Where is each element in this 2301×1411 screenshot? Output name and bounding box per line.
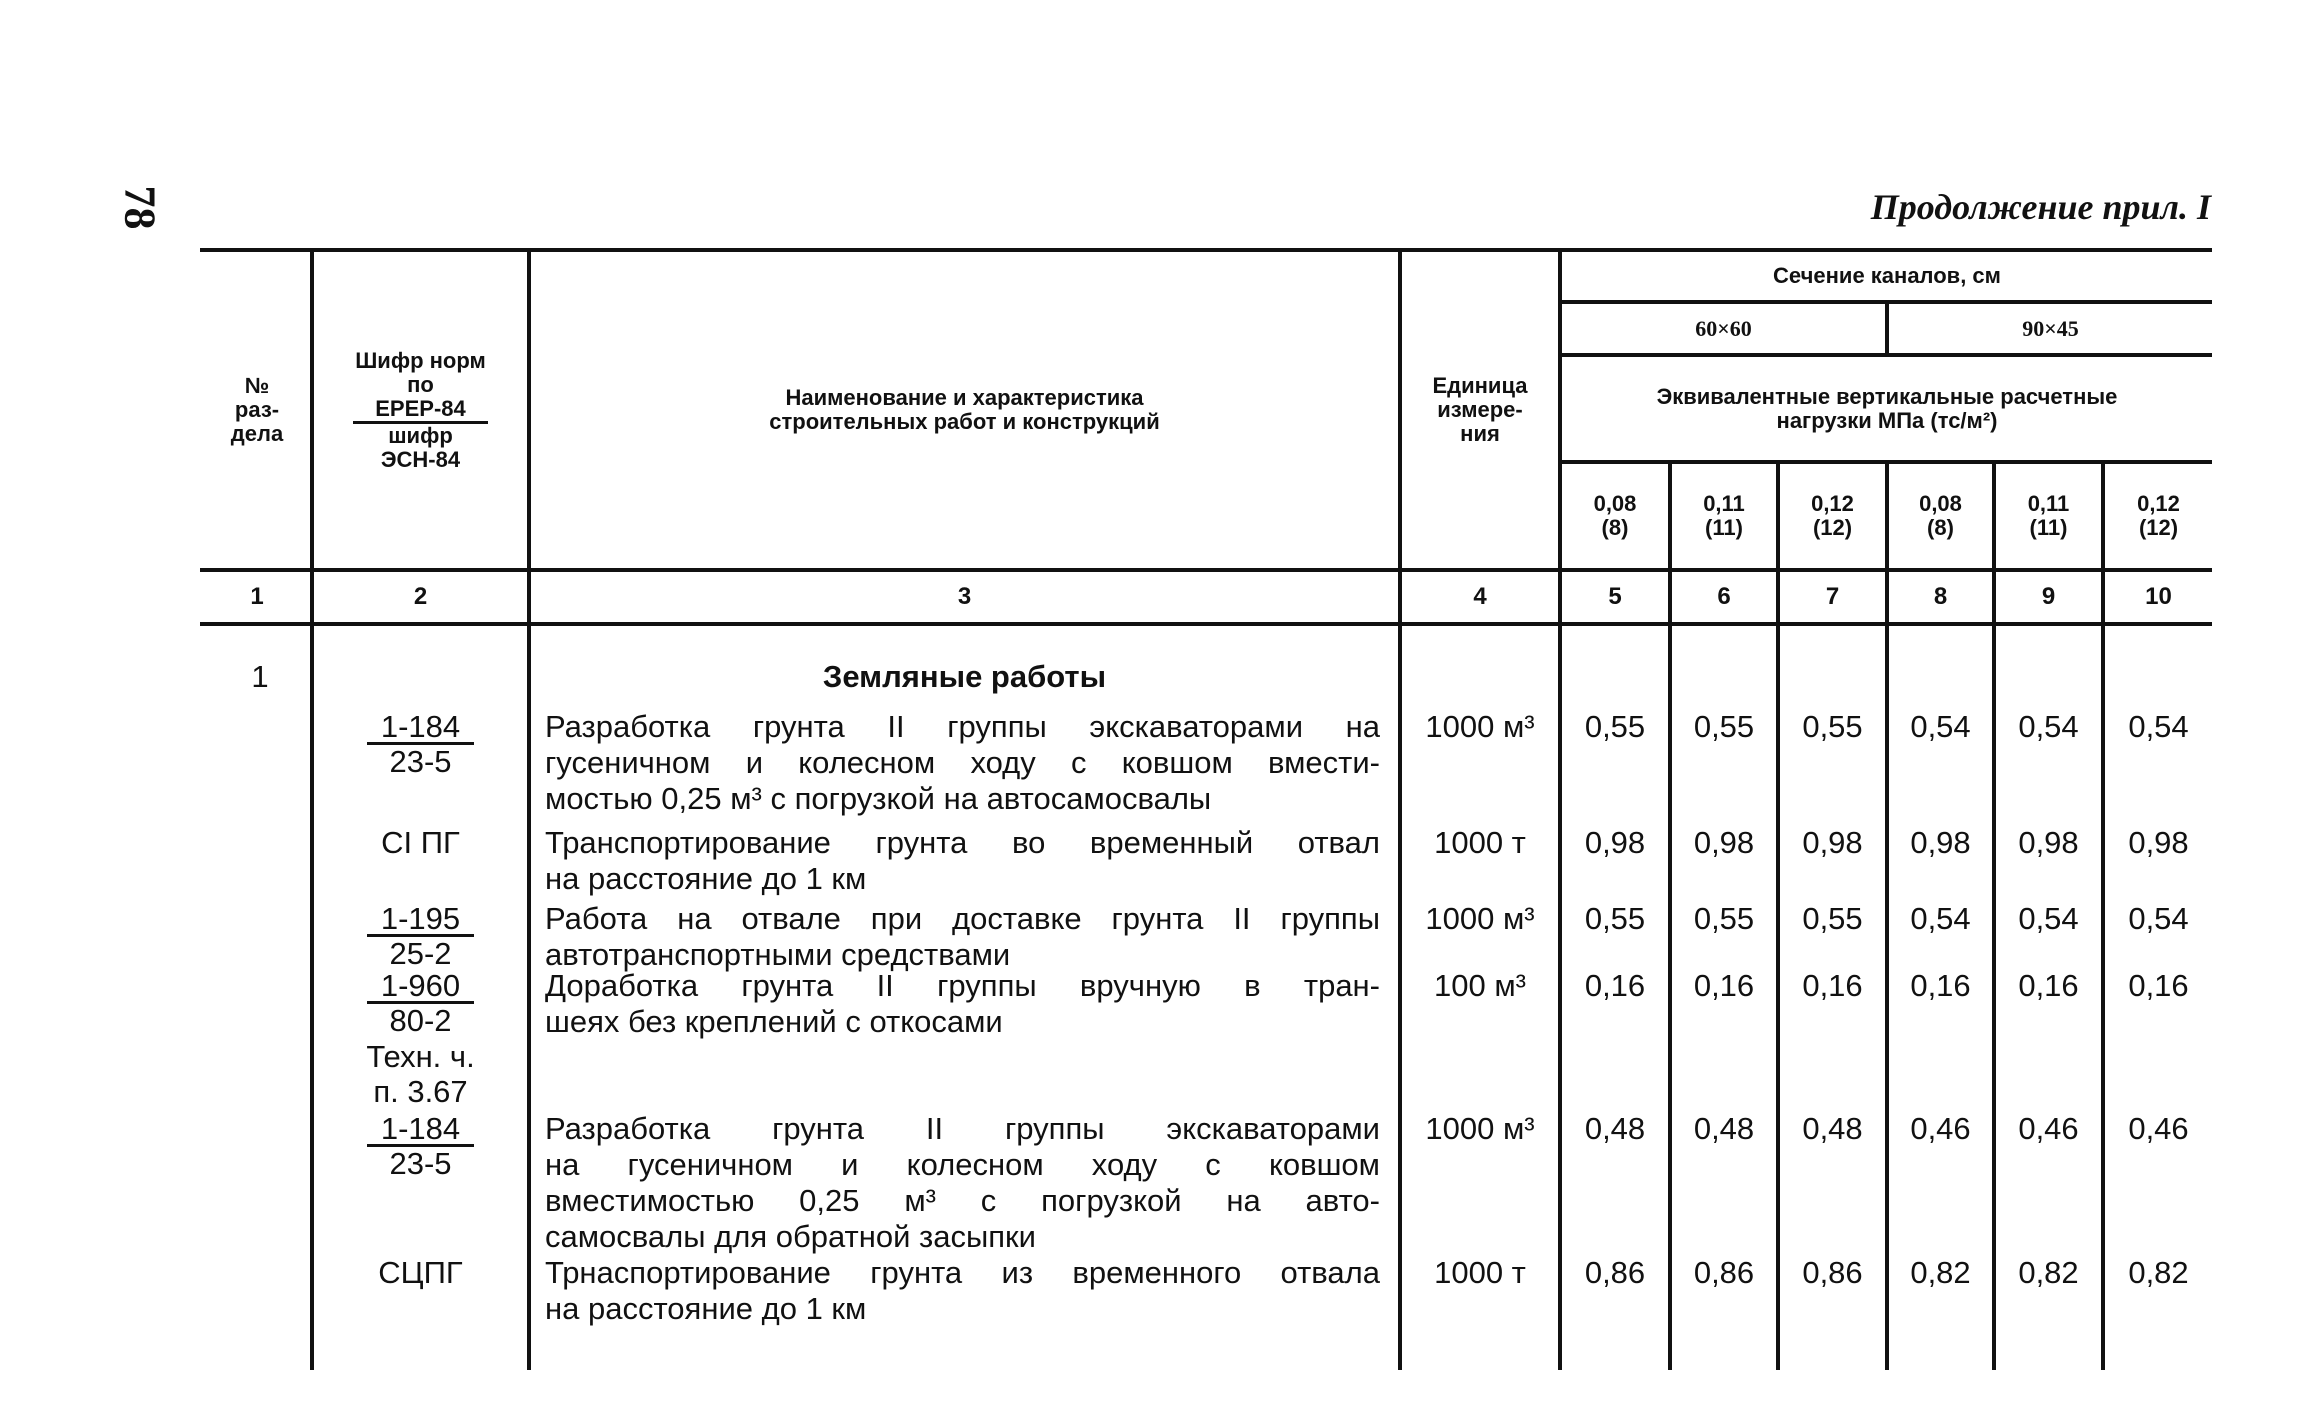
norm-code-ерер: 1-184 xyxy=(367,1114,474,1147)
description-line: Разработка грунта II группы экскаваторами на xyxy=(545,709,1380,744)
load-value: 0,54 xyxy=(2128,709,2189,744)
description-line: Транспортирование грунта во временный отвал xyxy=(545,825,1380,860)
load-value: 0,55 xyxy=(1584,901,1646,936)
load-value: 0,16 xyxy=(1693,968,1755,1003)
norm-code: СЦПГ xyxy=(378,1255,463,1290)
header-section-number: № раз-дела xyxy=(230,373,284,446)
column-number: 9 xyxy=(2041,583,2056,610)
header-load-1: 0,08 (8) xyxy=(1593,491,1637,540)
norm-code-note: п. 3.67 xyxy=(373,1074,468,1109)
unit: 1000 м³ xyxy=(1425,901,1535,936)
column-number: 3 xyxy=(957,583,972,610)
load-value: 0,16 xyxy=(1584,968,1646,1003)
description-line: гусеничном и колесном ходу с ковшом вмести- xyxy=(545,745,1380,780)
description-line: Разработка грунта II группы экскаваторами xyxy=(545,1111,1380,1146)
unit: 1000 м³ xyxy=(1425,709,1535,744)
column-number: 2 xyxy=(413,583,428,610)
load-value: 0,54 xyxy=(2018,709,2079,744)
norm-code-эсн: 80-2 xyxy=(389,1003,452,1038)
norm-code-эсн: 23-5 xyxy=(389,1146,452,1181)
description-line: автотранспортными средствами xyxy=(545,937,1011,972)
load-value: 0,55 xyxy=(1693,901,1755,936)
norm-code-ерер: 1-960 xyxy=(367,971,474,1004)
work-description xyxy=(545,1255,1380,1327)
norm-code-ерер: 1-195 xyxy=(367,904,474,937)
header-channel-section: Сечение каналов, см xyxy=(1773,263,2001,288)
load-value: 0,82 xyxy=(1910,1255,1971,1290)
header-load-6: 0,12 (12) xyxy=(2137,491,2180,540)
load-value: 0,86 xyxy=(1693,1255,1755,1290)
load-value: 0,46 xyxy=(2128,1111,2189,1146)
column-number: 5 xyxy=(1608,583,1622,610)
rule xyxy=(200,622,2212,626)
work-description xyxy=(545,901,1380,973)
load-value: 0,55 xyxy=(1802,709,1863,744)
load-value: 0,98 xyxy=(1584,825,1646,860)
header-unit: Единица измере-ния xyxy=(1432,373,1528,446)
load-value: 0,16 xyxy=(2128,968,2189,1003)
description-line: Доработка грунта II группы вручную в тран- xyxy=(545,968,1380,1003)
column-number: 6 xyxy=(1717,583,1731,610)
load-value: 0,55 xyxy=(1693,709,1755,744)
load-value: 0,55 xyxy=(1802,901,1863,936)
continuation-caption: Продолжение прил. I xyxy=(1870,187,2211,227)
load-value: 0,48 xyxy=(1693,1111,1755,1146)
load-value: 0,98 xyxy=(1910,825,1971,860)
load-value: 0,86 xyxy=(1802,1255,1863,1290)
header-load-2: 0,11 (11) xyxy=(1703,491,1745,540)
load-value: 0,82 xyxy=(2018,1255,2079,1290)
load-value: 0,16 xyxy=(2018,968,2079,1003)
header-load-5: 0,11 (11) xyxy=(2027,491,2070,540)
header-description: Наименование и характеристика строительных работ и конструкций xyxy=(769,385,1160,434)
header-load-4: 0,08 (8) xyxy=(1919,491,1962,540)
column-number: 7 xyxy=(1825,583,1840,610)
column-number: 1 xyxy=(250,583,264,610)
norm-code-note: Техн. ч. xyxy=(366,1039,475,1074)
load-value: 0,86 xyxy=(1584,1255,1646,1290)
column-number: 8 xyxy=(1933,583,1948,610)
unit: 1000 т xyxy=(1434,1255,1526,1290)
norm-code-эсн: 23-5 xyxy=(389,744,452,779)
load-value: 0,48 xyxy=(1584,1111,1646,1146)
description-line: мостью 0,25 м³ с погрузкой на автосамосвалы xyxy=(545,781,1212,816)
page-number: 78 xyxy=(115,185,165,230)
unit: 1000 т xyxy=(1434,825,1526,860)
column-number: 10 xyxy=(2145,583,2172,610)
work-description xyxy=(545,1111,1380,1255)
description-line: на расстояние до 1 км xyxy=(545,861,867,896)
header-size-60x60: 60×60 xyxy=(1695,315,1752,341)
header-loads: Эквивалентные вертикальные расчетные нагрузки МПа (тс/м²) xyxy=(1656,383,2118,433)
description-line: Трнаспортирование грунта из временного отвала xyxy=(545,1255,1380,1290)
load-value: 0,46 xyxy=(1910,1111,1971,1146)
load-value: 0,54 xyxy=(2018,901,2079,936)
load-value: 0,55 xyxy=(1584,709,1646,744)
header-load-3: 0,12 (12) xyxy=(1811,491,1854,540)
header-code: Шифр норм по ЕРЕР-84 шифр ЭСН-84 xyxy=(355,347,486,472)
section-title: Земляные работы xyxy=(822,659,1107,694)
description-line: на расстояние до 1 км xyxy=(545,1291,867,1326)
norm-code-ерер: 1-184 xyxy=(367,712,474,745)
load-value: 0,16 xyxy=(1910,968,1971,1003)
load-value: 0,48 xyxy=(1802,1111,1863,1146)
load-value: 0,98 xyxy=(1802,825,1863,860)
description-line: Работа на отвале при доставке грунта II группы xyxy=(545,901,1380,936)
work-description xyxy=(545,709,1380,817)
load-value: 0,54 xyxy=(2128,901,2189,936)
load-value: 0,16 xyxy=(1802,968,1863,1003)
column-number: 4 xyxy=(1473,583,1487,610)
load-value: 0,54 xyxy=(1910,901,1971,936)
load-value: 0,98 xyxy=(1693,825,1755,860)
description-line: вместимостью 0,25 м³ с погрузкой на авто- xyxy=(545,1183,1380,1218)
description-line: самосвалы для обратной засыпки xyxy=(545,1219,1036,1254)
work-description xyxy=(545,968,1380,1040)
unit: 1000 м³ xyxy=(1425,1111,1535,1146)
work-description xyxy=(545,825,1380,897)
description-line: на гусеничном и колесном ходу с ковшом xyxy=(545,1147,1380,1182)
load-value: 0,54 xyxy=(1910,709,1971,744)
load-value: 0,98 xyxy=(2128,825,2189,860)
load-value: 0,46 xyxy=(2018,1111,2079,1146)
unit: 100 м³ xyxy=(1434,968,1526,1003)
load-value: 0,98 xyxy=(2018,825,2079,860)
description-line: шеях без креплений с откосами xyxy=(545,1004,1003,1039)
norm-code: СI ПГ xyxy=(381,825,460,860)
header-size-90x45: 90×45 xyxy=(2022,315,2079,341)
norm-code-эсн: 25-2 xyxy=(389,936,452,971)
section-number: 1 xyxy=(251,659,269,694)
load-value: 0,82 xyxy=(2128,1255,2189,1290)
